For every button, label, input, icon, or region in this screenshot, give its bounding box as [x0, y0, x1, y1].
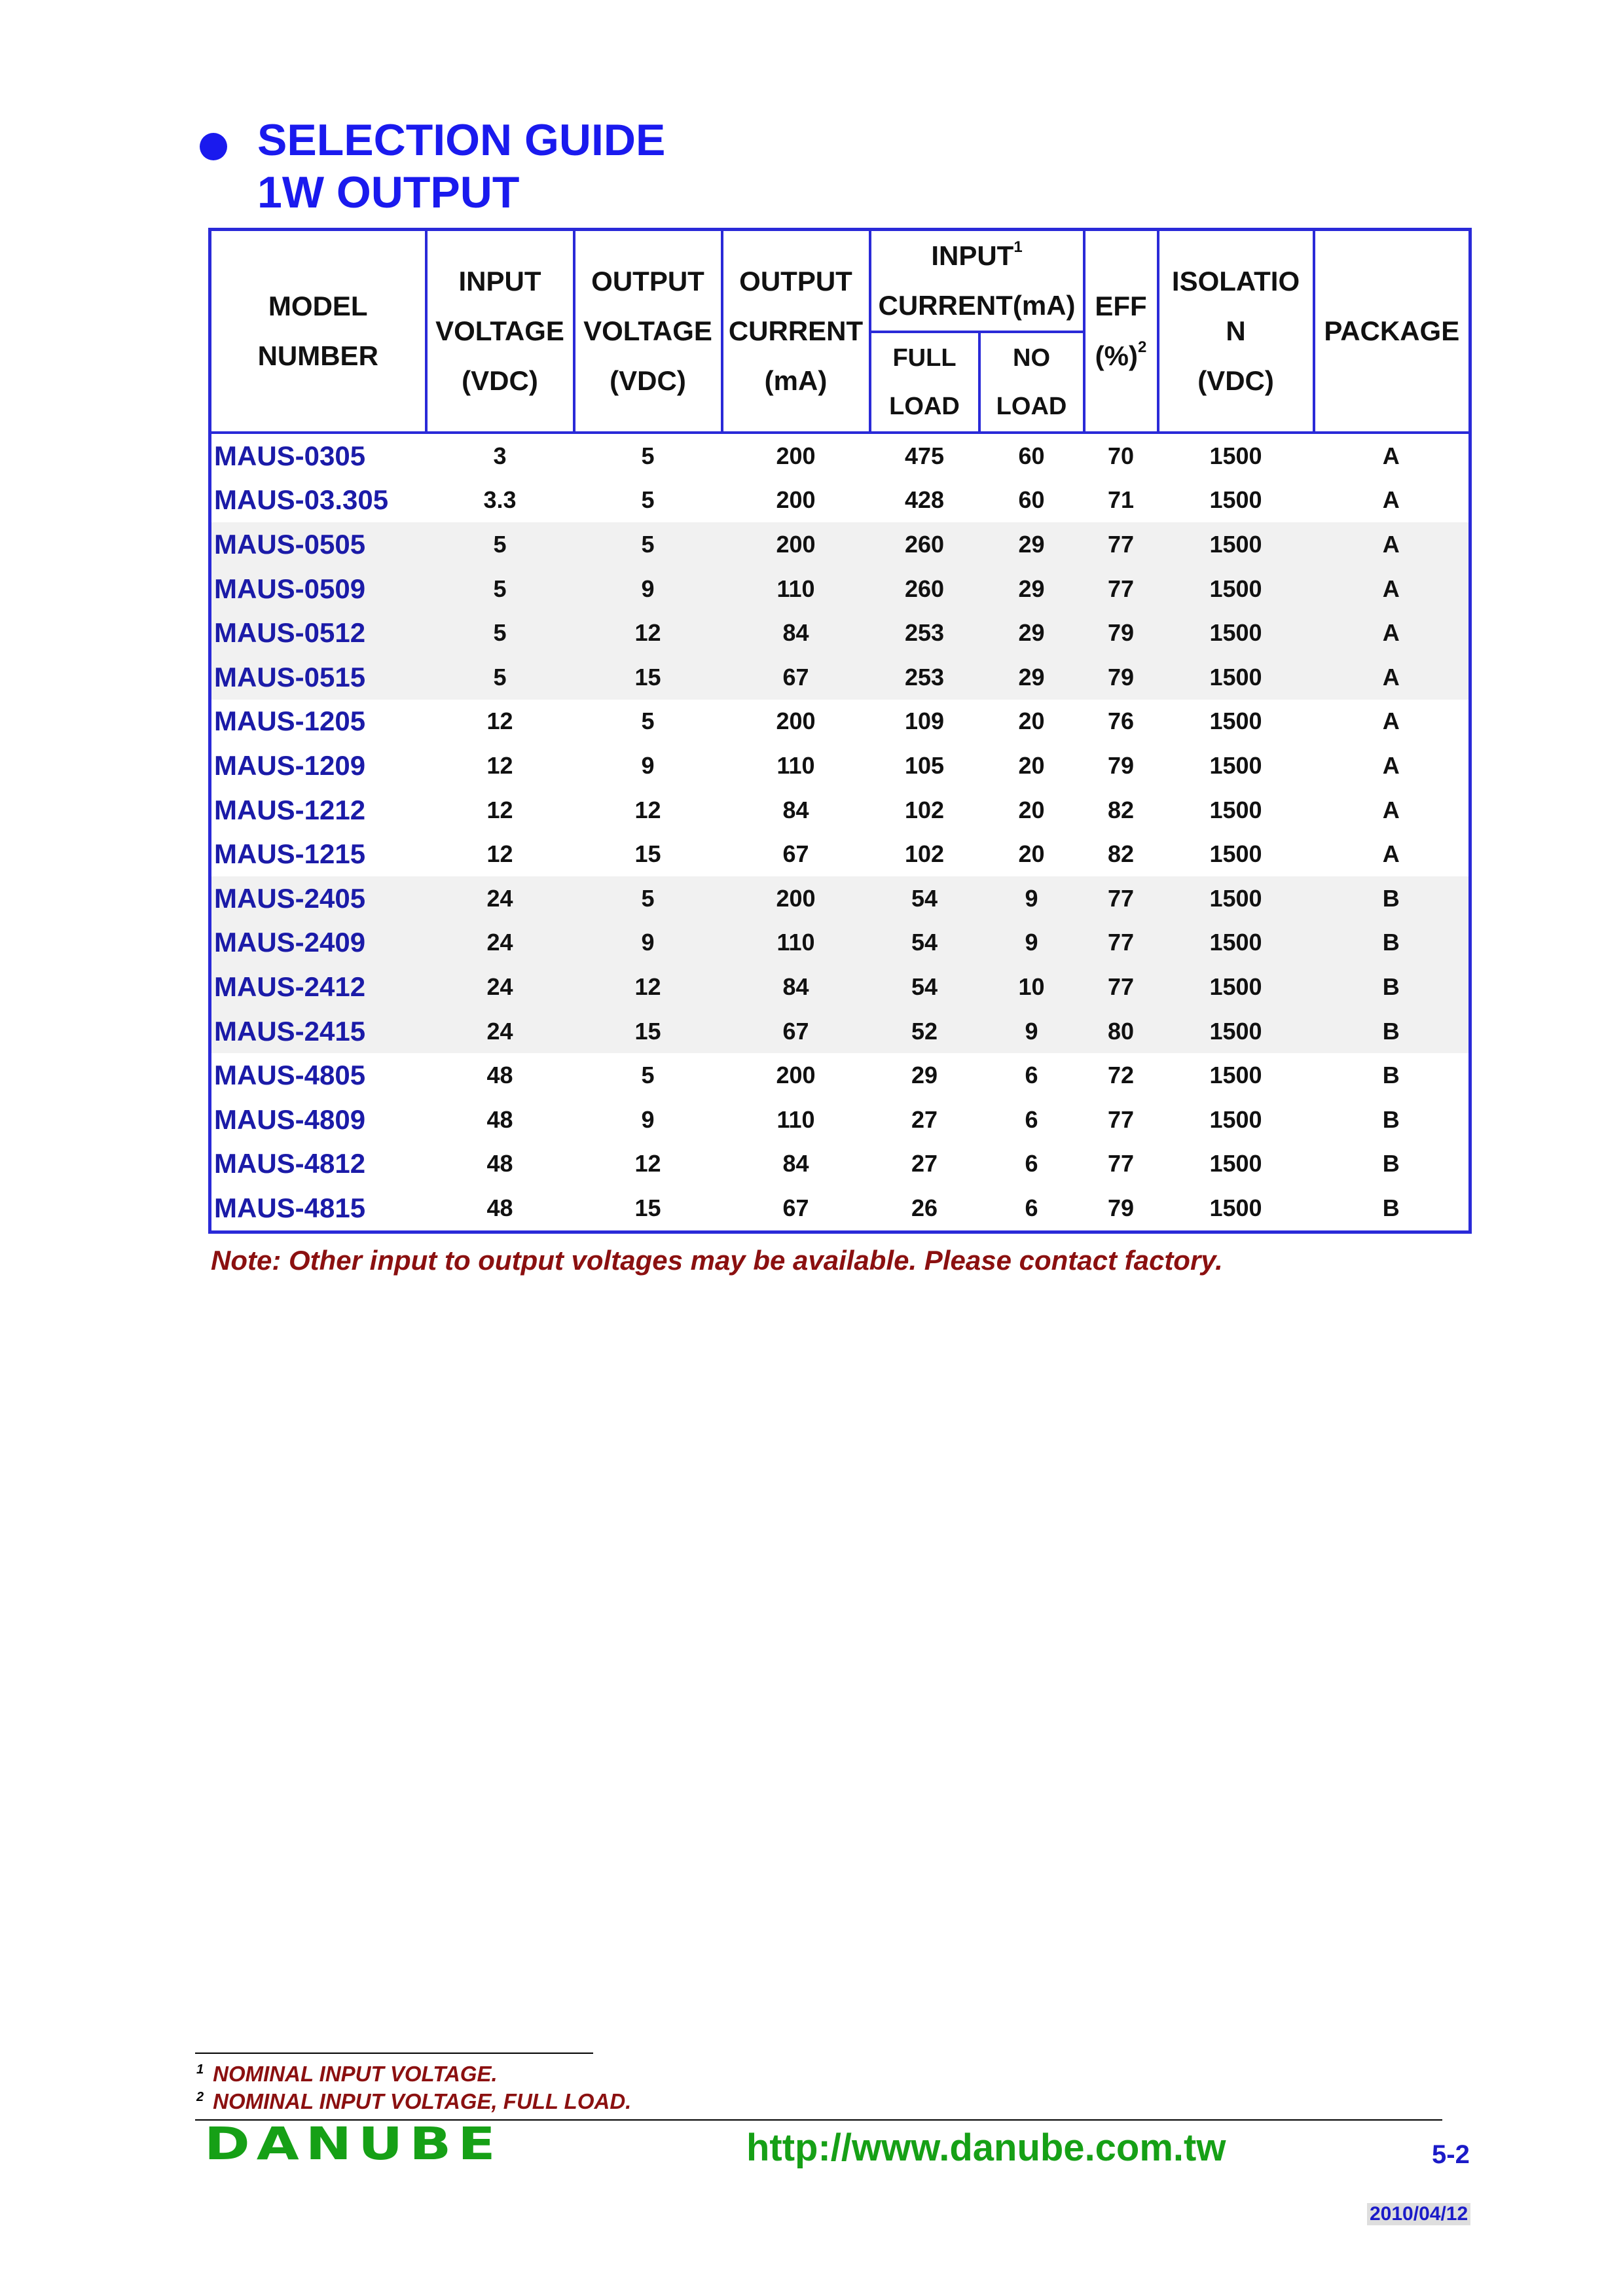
full-load-current-cell: 54 — [870, 876, 979, 921]
model-cell: MAUS-03.305 — [210, 478, 426, 523]
header-input-current: INPUT$^1$ CURRENT(mA) — [870, 230, 1084, 332]
package-cell: A — [1314, 744, 1470, 788]
output-current-cell: 84 — [782, 1150, 809, 1177]
header-isolation: ISOLATIO N (VDC) — [1158, 230, 1314, 433]
package-cell: B — [1314, 965, 1470, 1009]
full-load-current-cell: 102 — [904, 840, 945, 868]
full-load-current-cell: 428 — [904, 486, 945, 514]
model-cell: MAUS-4815 — [210, 1186, 426, 1232]
isolation-cell: 1500 — [1209, 442, 1262, 469]
isolation-cell: 1500 — [1209, 1105, 1262, 1133]
isolation-cell: 1500 — [1209, 796, 1262, 823]
revision-date: 2010/04/12 — [1367, 2203, 1470, 2225]
no-load-current-cell: 20 — [1018, 796, 1045, 823]
table-row — [210, 478, 1470, 523]
no-load-current-cell: 29 — [979, 567, 1084, 611]
input-voltage-cell: 5 — [426, 611, 574, 655]
input-voltage-cell: 24 — [426, 876, 574, 921]
header-full-load: FULL LOAD — [870, 332, 979, 433]
isolation-cell: 1500 — [1209, 1062, 1262, 1089]
no-load-current-cell: 60 — [1018, 486, 1045, 514]
full-load-current-cell: 260 — [870, 522, 979, 567]
efficiency-cell: 79 — [1084, 655, 1158, 700]
package-cell: A — [1314, 478, 1470, 523]
output-voltage-cell: 5 — [641, 442, 655, 469]
header-package: PACKAGE — [1314, 230, 1470, 433]
no-load-current-cell: 29 — [979, 655, 1084, 700]
model-cell: MAUS-1212 — [210, 788, 426, 833]
input-voltage-cell: 12 — [486, 708, 513, 735]
output-voltage-cell: 15 — [634, 840, 661, 868]
no-load-current-cell: 6 — [1025, 1105, 1038, 1133]
availability-note: Note: Other input to output voltages may be available. Please contact factory. — [211, 1245, 1223, 1276]
package-cell: A — [1314, 522, 1470, 567]
full-load-current-cell: 253 — [870, 611, 979, 655]
header-efficiency: EFF (%)$^2$ — [1084, 230, 1158, 433]
input-voltage-cell: 48 — [486, 1150, 513, 1177]
efficiency-cell: 80 — [1084, 1009, 1158, 1054]
section-title: SELECTION GUIDE — [257, 115, 666, 165]
table-row — [210, 1186, 1470, 1232]
output-current-cell: 67 — [782, 1194, 809, 1221]
model-cell: MAUS-4805 — [210, 1053, 426, 1098]
isolation-cell: 1500 — [1158, 965, 1314, 1009]
package-cell: B — [1314, 876, 1470, 921]
no-load-current-cell: 20 — [1018, 708, 1045, 735]
input-voltage-cell: 5 — [426, 655, 574, 700]
output-voltage-cell: 9 — [641, 751, 655, 779]
isolation-cell: 1500 — [1209, 486, 1262, 514]
output-voltage-cell: 12 — [634, 1150, 661, 1177]
output-voltage-cell: 9 — [574, 921, 722, 965]
package-cell: A — [1314, 611, 1470, 655]
isolation-cell: 1500 — [1209, 1150, 1262, 1177]
footnote-2: $^2$ NOMINAL INPUT VOLTAGE, FULL LOAD. — [196, 2089, 632, 2113]
input-voltage-cell: 3.3 — [483, 486, 517, 514]
output-current-cell: 67 — [722, 655, 870, 700]
efficiency-cell: 76 — [1107, 708, 1135, 735]
input-voltage-cell: 12 — [486, 796, 513, 823]
output-voltage-cell: 5 — [574, 522, 722, 567]
isolation-cell: 1500 — [1158, 522, 1314, 567]
full-load-current-cell: 29 — [911, 1062, 938, 1089]
package-cell: A — [1314, 655, 1470, 700]
efficiency-cell: 77 — [1084, 876, 1158, 921]
output-current-cell: 200 — [776, 1062, 816, 1089]
table-row — [210, 876, 1470, 921]
table-row — [210, 522, 1470, 567]
output-voltage-cell: 9 — [574, 567, 722, 611]
isolation-cell: 1500 — [1209, 708, 1262, 735]
table-row — [210, 700, 1470, 744]
package-cell: A — [1314, 700, 1470, 744]
footnote-divider — [195, 2053, 593, 2054]
model-cell: MAUS-0512 — [210, 611, 426, 655]
header-output-voltage: OUTPUT VOLTAGE (VDC) — [574, 230, 722, 433]
selection-guide-table — [208, 228, 1472, 1234]
model-cell: MAUS-0505 — [210, 522, 426, 567]
table-row — [210, 655, 1470, 700]
output-voltage-cell: 5 — [641, 708, 655, 735]
output-current-cell: 200 — [776, 442, 816, 469]
model-cell: MAUS-2412 — [210, 965, 426, 1009]
no-load-current-cell: 9 — [979, 921, 1084, 965]
model-cell: MAUS-0509 — [210, 567, 426, 611]
full-load-current-cell: 105 — [904, 751, 945, 779]
efficiency-cell: 77 — [1084, 567, 1158, 611]
package-cell: B — [1314, 1009, 1470, 1054]
table-row — [210, 433, 1470, 478]
efficiency-cell: 77 — [1084, 921, 1158, 965]
efficiency-cell: 77 — [1084, 522, 1158, 567]
no-load-current-cell: 10 — [979, 965, 1084, 1009]
input-voltage-cell: 12 — [486, 751, 513, 779]
efficiency-cell: 71 — [1107, 486, 1135, 514]
package-cell: B — [1314, 1186, 1470, 1232]
output-voltage-cell: 12 — [574, 611, 722, 655]
table-row — [210, 965, 1470, 1009]
output-voltage-cell: 15 — [634, 1194, 661, 1221]
danube-logo: DANUBE — [204, 2117, 502, 2170]
efficiency-cell: 77 — [1107, 1105, 1135, 1133]
isolation-cell: 1500 — [1158, 567, 1314, 611]
no-load-current-cell: 20 — [1018, 751, 1045, 779]
full-load-current-cell: 54 — [870, 965, 979, 1009]
output-voltage-cell: 5 — [574, 876, 722, 921]
efficiency-cell: 72 — [1107, 1062, 1135, 1089]
output-current-cell: 200 — [722, 876, 870, 921]
table-row — [210, 744, 1470, 788]
input-voltage-cell: 3 — [493, 442, 507, 469]
model-cell: MAUS-0515 — [210, 655, 426, 700]
package-cell: A — [1314, 433, 1470, 478]
website-link[interactable]: http://www.danube.com.tw — [746, 2126, 1226, 2169]
package-cell: A — [1314, 788, 1470, 833]
output-current-cell: 67 — [782, 840, 809, 868]
model-cell: MAUS-1209 — [210, 744, 426, 788]
output-voltage-cell: 12 — [574, 965, 722, 1009]
isolation-cell: 1500 — [1158, 1009, 1314, 1054]
input-voltage-cell: 24 — [426, 1009, 574, 1054]
output-voltage-cell: 15 — [574, 1009, 722, 1054]
no-load-current-cell: 9 — [979, 1009, 1084, 1054]
package-cell: B — [1314, 1098, 1470, 1142]
table-body — [210, 433, 1470, 1232]
model-cell: MAUS-2415 — [210, 1009, 426, 1054]
package-cell: B — [1314, 1053, 1470, 1098]
table-row — [210, 567, 1470, 611]
full-load-current-cell: 253 — [870, 655, 979, 700]
output-current-cell: 200 — [776, 708, 816, 735]
isolation-cell: 1500 — [1158, 921, 1314, 965]
input-voltage-cell: 5 — [426, 567, 574, 611]
header-output-current: OUTPUT CURRENT (mA) — [722, 230, 870, 433]
table-row — [210, 1098, 1470, 1142]
header-no-load: NO LOAD — [979, 332, 1084, 433]
efficiency-cell: 77 — [1107, 1150, 1135, 1177]
table-row — [210, 788, 1470, 833]
model-cell: MAUS-4812 — [210, 1142, 426, 1187]
efficiency-cell: 77 — [1084, 965, 1158, 1009]
efficiency-cell: 79 — [1107, 751, 1135, 779]
table-row — [210, 1142, 1470, 1187]
full-load-current-cell: 109 — [904, 708, 945, 735]
bullet-icon — [200, 133, 227, 160]
header-input-voltage: INPUT VOLTAGE (VDC) — [426, 230, 574, 433]
model-cell: MAUS-1205 — [210, 700, 426, 744]
full-load-current-cell: 102 — [904, 796, 945, 823]
efficiency-cell: 79 — [1084, 611, 1158, 655]
isolation-cell: 1500 — [1209, 1194, 1262, 1221]
output-current-cell: 110 — [776, 1105, 815, 1133]
efficiency-cell: 70 — [1107, 442, 1135, 469]
input-voltage-cell: 24 — [426, 965, 574, 1009]
model-cell: MAUS-0305 — [210, 433, 426, 478]
full-load-current-cell: 475 — [904, 442, 945, 469]
efficiency-cell: 82 — [1107, 796, 1135, 823]
output-voltage-cell: 5 — [641, 486, 655, 514]
input-voltage-cell: 48 — [486, 1062, 513, 1089]
package-cell: B — [1314, 921, 1470, 965]
efficiency-cell: 82 — [1107, 840, 1135, 868]
isolation-cell: 1500 — [1158, 655, 1314, 700]
output-current-cell: 84 — [782, 796, 809, 823]
full-load-current-cell: 260 — [870, 567, 979, 611]
package-cell: A — [1314, 567, 1470, 611]
output-current-cell: 110 — [722, 921, 870, 965]
full-load-current-cell: 54 — [870, 921, 979, 965]
output-voltage-cell: 12 — [634, 796, 661, 823]
no-load-current-cell: 29 — [979, 611, 1084, 655]
output-voltage-cell: 9 — [641, 1105, 655, 1133]
isolation-cell: 1500 — [1158, 611, 1314, 655]
full-load-current-cell: 27 — [911, 1105, 938, 1133]
isolation-cell: 1500 — [1209, 840, 1262, 868]
isolation-cell: 1500 — [1158, 876, 1314, 921]
output-current-cell: 200 — [722, 522, 870, 567]
no-load-current-cell: 9 — [979, 876, 1084, 921]
output-current-cell: 84 — [722, 611, 870, 655]
input-voltage-cell: 48 — [486, 1105, 513, 1133]
section-subtitle: 1W OUTPUT — [257, 168, 520, 217]
output-current-cell: 84 — [722, 965, 870, 1009]
table-row — [210, 1053, 1470, 1098]
output-current-cell: 67 — [722, 1009, 870, 1054]
model-cell: MAUS-2409 — [210, 921, 426, 965]
output-voltage-cell: 5 — [641, 1062, 655, 1089]
table-row — [210, 611, 1470, 655]
model-cell: MAUS-4809 — [210, 1098, 426, 1142]
table-row — [210, 921, 1470, 965]
model-cell: MAUS-2405 — [210, 876, 426, 921]
model-cell: MAUS-1215 — [210, 832, 426, 876]
package-cell: B — [1314, 1142, 1470, 1187]
output-current-cell: 110 — [722, 567, 870, 611]
output-current-cell: 200 — [776, 486, 816, 514]
no-load-current-cell: 6 — [1025, 1062, 1038, 1089]
no-load-current-cell: 60 — [1018, 442, 1045, 469]
efficiency-cell: 79 — [1107, 1194, 1135, 1221]
input-voltage-cell: 24 — [426, 921, 574, 965]
isolation-cell: 1500 — [1209, 751, 1262, 779]
no-load-current-cell: 6 — [1025, 1150, 1038, 1177]
table-row — [210, 832, 1470, 876]
table-row — [210, 1009, 1470, 1054]
no-load-current-cell: 29 — [979, 522, 1084, 567]
full-load-current-cell: 52 — [870, 1009, 979, 1054]
full-load-current-cell: 27 — [911, 1150, 938, 1177]
no-load-current-cell: 20 — [1018, 840, 1045, 868]
output-current-cell: 110 — [776, 751, 815, 779]
header-model-number: MODEL NUMBER — [210, 230, 426, 433]
input-voltage-cell: 12 — [486, 840, 513, 868]
footnote-1: $^1$ NOMINAL INPUT VOLTAGE. — [196, 2062, 498, 2086]
page-number: 5-2 — [1432, 2140, 1470, 2169]
no-load-current-cell: 6 — [1025, 1194, 1038, 1221]
package-cell: A — [1314, 832, 1470, 876]
input-voltage-cell: 5 — [426, 522, 574, 567]
full-load-current-cell: 26 — [911, 1194, 938, 1221]
input-voltage-cell: 48 — [486, 1194, 513, 1221]
output-voltage-cell: 15 — [574, 655, 722, 700]
